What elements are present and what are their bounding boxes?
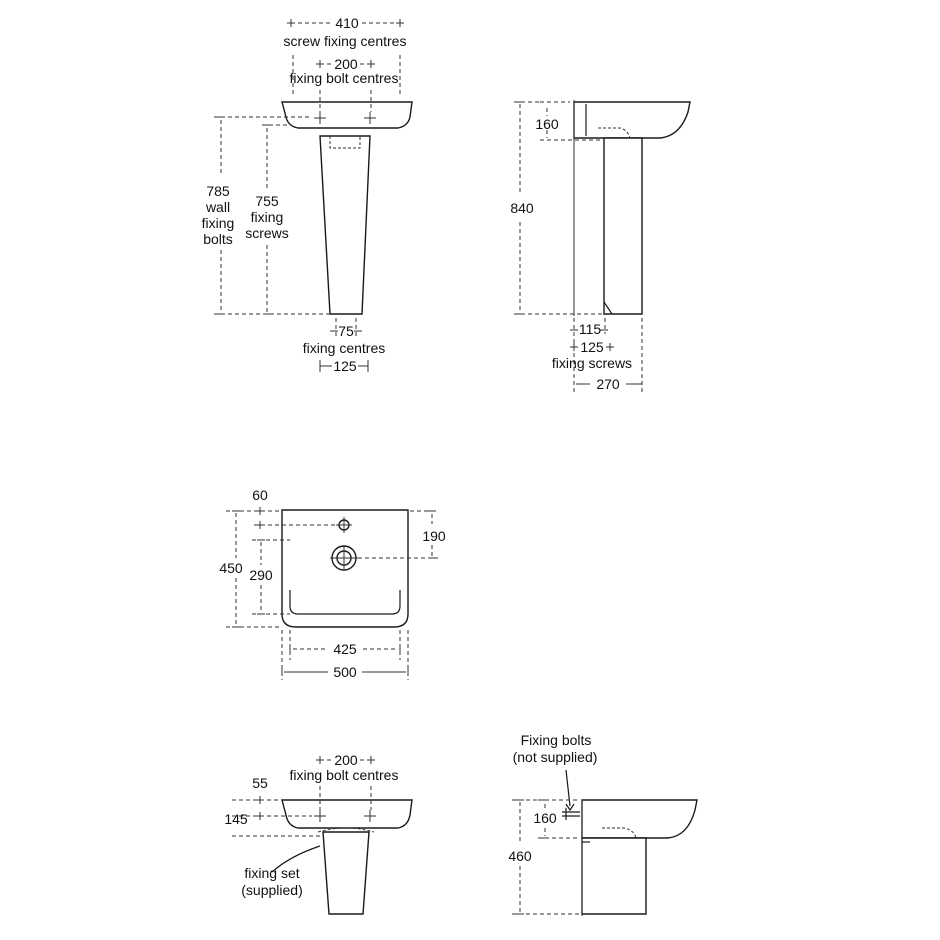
semi-front-view [224,752,412,914]
plan-view [219,487,446,680]
front-fixing-screws-label-2: screws [245,225,289,241]
side-base-value: 115 [578,321,602,337]
plan-tap-offset-value: 60 [252,487,268,503]
plan-waste-offset-value: 190 [422,528,446,544]
plan-width-value: 500 [333,664,357,680]
semi-side-top-value: 160 [533,810,557,826]
semi-side-basin-outline [582,800,697,838]
front-screw-centres-value: 410 [335,15,359,31]
front-wall-bolts-value: 785 [206,183,230,199]
side-height-value: 840 [510,200,534,216]
semi-front-lower-value: 145 [224,811,248,827]
semi-front-fixing-set-label-1: fixing set [244,865,300,881]
semi-side-bolts-label-2: (not supplied) [512,749,598,765]
front-screw-centres-label: screw fixing centres [283,33,407,49]
front-wall-bolts-label-1: wall [205,199,231,215]
front-fixing-screws-label-1: fixing [250,209,284,225]
front-wall-bolts-label-3: bolts [203,231,233,247]
front-wall-bolts-label-2: fixing [201,215,235,231]
semi-front-fixing-set-label-2: (supplied) [241,882,303,898]
semi-front-pedestal-outline [323,832,369,914]
front-basin-outline [282,102,412,128]
side-view [510,100,690,392]
front-view [202,15,412,374]
front-pedestal-outline [320,136,370,314]
front-bolt-centres-label: fixing bolt centres [289,70,399,86]
plan-depth-value: 450 [219,560,243,576]
front-pedestal-base-value: 125 [333,358,357,374]
side-pedestal-outline [604,138,642,314]
front-pedestal-centres-value: 75 [338,323,354,339]
side-screws-label: fixing screws [551,355,633,371]
front-pedestal-centres-label: fixing centres [302,340,386,356]
semi-front-bolt-centres-value: 200 [334,752,358,768]
side-screws-value: 125 [580,339,604,355]
semi-side-bolts-leader [566,770,570,806]
semi-side-pedestal-outline [582,838,646,914]
plan-inner-depth-value: 290 [249,567,273,583]
semi-front-top-value: 55 [252,775,268,791]
semi-front-bolt-centres-label: fixing bolt centres [289,767,399,783]
semi-side-bolts-label-1: Fixing bolts [520,732,592,748]
side-basin-outline [574,102,690,138]
semi-side-height-value: 460 [508,848,532,864]
plan-inner-width-value: 425 [333,641,357,657]
semi-side-fixing-bolt [562,808,580,820]
front-bolt-centres-value: 200 [334,56,358,72]
semi-front-basin-outline [282,800,412,828]
front-fixing-screws-value: 755 [255,193,279,209]
side-top-value: 160 [535,116,559,132]
semi-side-view [508,732,697,916]
side-depth-value: 270 [596,376,620,392]
